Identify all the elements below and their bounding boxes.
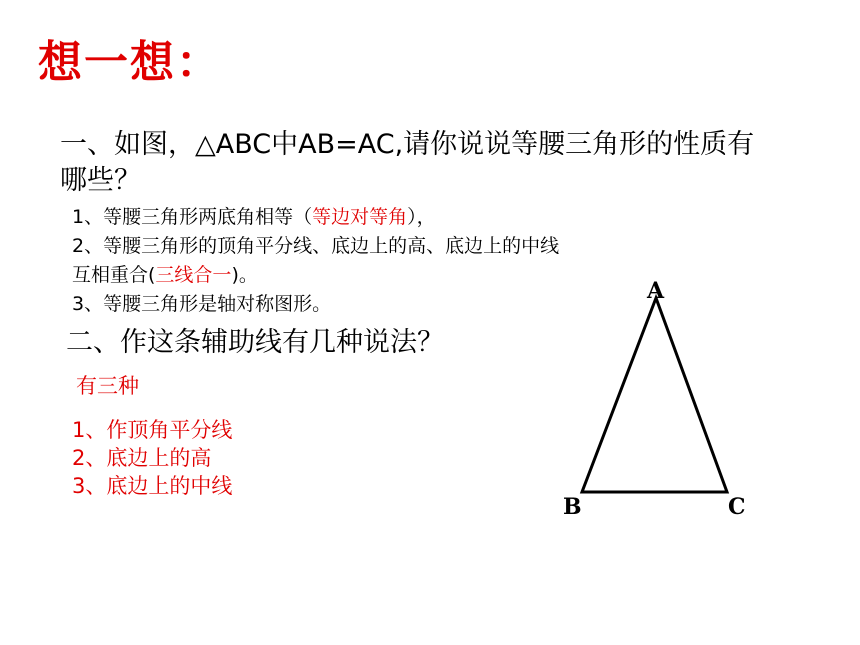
question-two: 二、作这条辅助线有几种说法？	[66, 327, 444, 358]
property-2-suffix: )。	[231, 264, 258, 286]
question-one-line2: 哪些？	[60, 165, 141, 196]
property-2-prefix: 互相重合(	[72, 264, 156, 286]
property-3: 3、等腰三角形是轴对称图形。	[72, 293, 332, 315]
vertex-label-b: B	[563, 494, 582, 520]
answer-item-1: 1、作顶角平分线	[72, 418, 233, 442]
isosceles-triangle	[582, 298, 727, 492]
property-1-prefix: 1、等腰三角形两底角相等（	[72, 206, 313, 228]
property-2-highlight: 三线合一	[155, 264, 232, 286]
answer-item-2: 2、底边上的高	[72, 446, 212, 470]
property-2-line1: 2、等腰三角形的顶角平分线、底边上的高、底边上的中线	[72, 235, 560, 257]
answer-heading: 有三种	[76, 374, 139, 398]
property-1-suffix: ），	[407, 206, 436, 228]
question-one-line1: 一、如图，△ABC中AB=AC,请你说说等腰三角形的性质有	[60, 129, 755, 160]
answer-item-3: 3、底边上的中线	[72, 474, 233, 498]
property-1-highlight: 等边对等角	[312, 206, 408, 228]
vertex-label-c: C	[728, 494, 746, 520]
vertex-label-a: A	[647, 278, 665, 304]
slide-title: 想一想：	[38, 37, 222, 88]
